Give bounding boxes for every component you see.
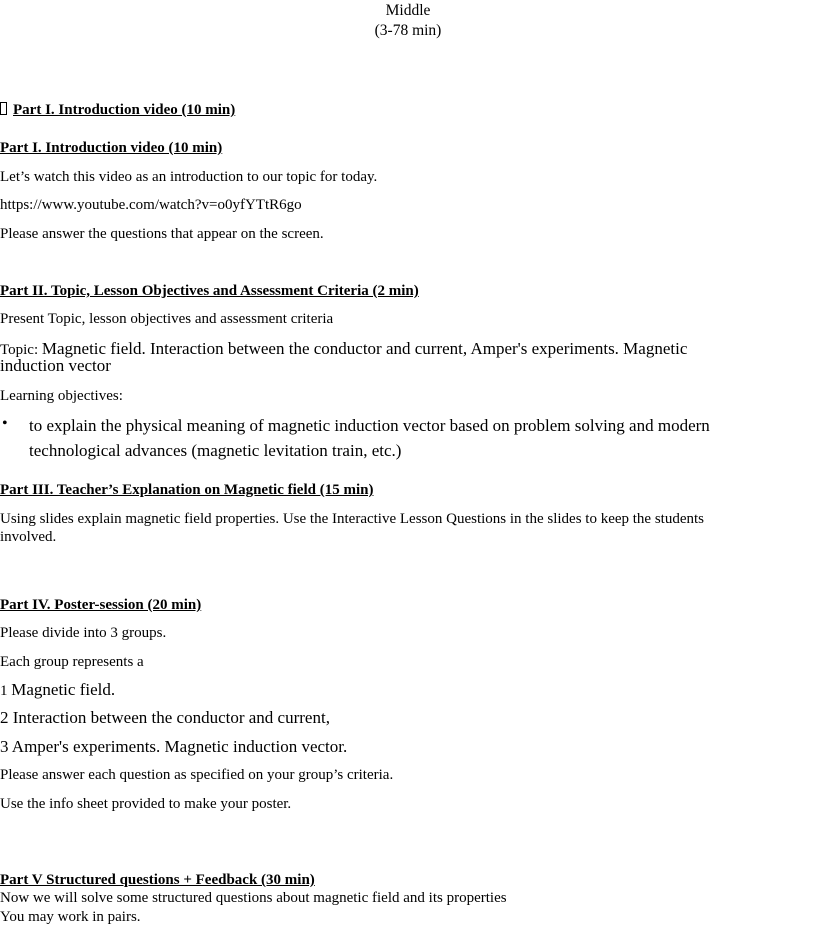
- part5-text-1: Now we will solve some structured questions about magnetic field and its properties: [0, 890, 507, 906]
- part4-text-2: Each group represents a: [0, 654, 144, 670]
- part2-heading: Part II. Topic, Lesson Objectives and Assessment Criteria (2 min): [0, 283, 419, 299]
- part2-present-text: Present Topic, lesson objectives and assessment criteria: [0, 311, 334, 327]
- part4-text-1: Please divide into 3 groups.: [0, 625, 167, 641]
- topic-label: Topic:: [0, 342, 42, 358]
- group-1-number: 1: [0, 683, 12, 699]
- group-1-text: Magnetic field.: [11, 680, 116, 699]
- stage-duration: (3-78 min): [374, 22, 442, 39]
- part1-text-2: Please answer the questions that appear on the screen.: [0, 226, 324, 242]
- part4-heading: Part IV. Poster-session (20 min): [0, 597, 202, 613]
- part1-text-1: Let’s watch this video as an introduction to our topic for today.: [0, 169, 378, 185]
- part3-text-1: Using slides explain magnetic field properties. Use the Interactive Lesson Questions in the slides to keep the students: [0, 511, 705, 527]
- part1-toc-heading: Part I. Introduction video (10 min): [13, 102, 236, 118]
- objective-line-1: to explain the physical meaning of magnetic induction vector based on problem solving and modern: [29, 416, 710, 435]
- group-3-item: 3 Amper's experiments. Magnetic induction vector.: [0, 737, 348, 756]
- part5-text-2: You may work in pairs.: [0, 909, 141, 925]
- part1-toc-entry[interactable]: [0, 101, 235, 119]
- objectives-label: Learning objectives:: [0, 388, 123, 404]
- bullet-icon: •: [2, 415, 8, 432]
- objective-line-2: technological advances (magnetic levitation train, etc.): [29, 441, 402, 460]
- part1-video-link[interactable]: https://www.youtube.com/watch?v=o0yfYTtR6go: [0, 197, 302, 213]
- missing-glyph-icon: [0, 102, 7, 115]
- group-1-item: [0, 680, 115, 700]
- part3-heading: Part III. Teacher’s Explanation on Magnetic field (15 min): [0, 482, 374, 498]
- part5-heading: Part V Structured questions + Feedback (30 min): [0, 872, 315, 888]
- group-2-item: 2 Interaction between the conductor and current,: [0, 708, 330, 727]
- part4-text-4: Use the info sheet provided to make your poster.: [0, 796, 292, 812]
- part3-text-2: involved.: [0, 529, 57, 545]
- topic-text: Magnetic field. Interaction between the conductor and current, Amper's experiments. Magnetic: [41, 339, 688, 358]
- part4-text-3: Please answer each question as specified on your group’s criteria.: [0, 767, 394, 783]
- part2-topic-line-2: induction vector: [0, 356, 111, 375]
- part1-heading: Part I. Introduction video (10 min): [0, 140, 223, 156]
- stage-title: Middle: [385, 2, 431, 19]
